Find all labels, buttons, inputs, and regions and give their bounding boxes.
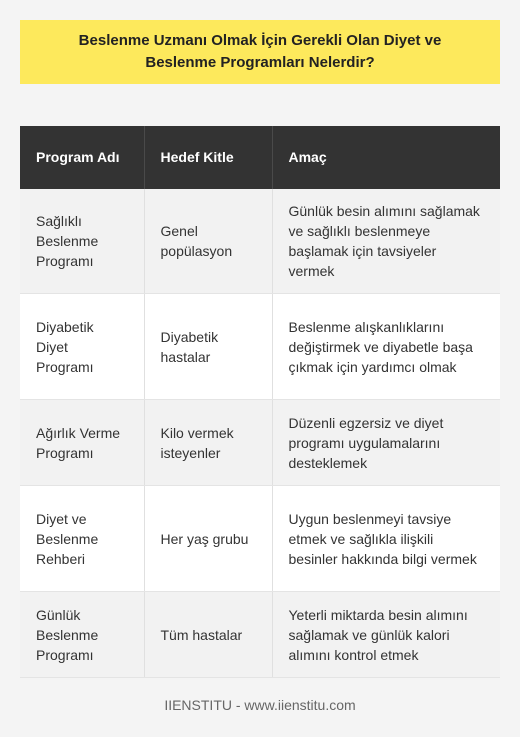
cell-program: Ağırlık Verme Programı [20,400,144,486]
table-row [20,486,500,592]
cell-audience: Tüm hastalar [144,592,272,678]
footer-credit: IIENSTITU - www.iienstitu.com [164,697,356,713]
column-header-program: Program Adı [20,126,144,189]
cell-audience: Diyabetik hastalar [144,294,272,400]
cell-purpose: Yeterli miktarda besin alımını sağlamak ve günlük kalori alımını kontrol etmek [272,592,500,678]
column-header-audience: Hedef Kitle [144,126,272,189]
table-row [20,189,500,294]
cell-program: Sağlıklı Beslenme Programı [20,189,144,294]
column-header-purpose: Amaç [272,126,500,189]
cell-purpose: Uygun beslenmeyi tavsiye etmek ve sağlıkla ilişkili besinler hakkında bilgi vermek [272,486,500,592]
cell-program: Diyet ve Beslenme Rehberi [20,486,144,592]
page-title: Beslenme Uzmanı Olmak İçin Gerekli Olan Diyet ve Beslenme Programları Nelerdir? [78,32,442,71]
cell-purpose: Düzenli egzersiz ve diyet programı uygulamalarını desteklemek [272,400,500,486]
cell-purpose: Günlük besin alımını sağlamak ve sağlıklı beslenmeye başlamak için tavsiyeler vermek [272,189,500,294]
cell-program: Günlük Beslenme Programı [20,592,144,678]
table-row [20,294,500,400]
cell-audience: Her yaş grubu [144,486,272,592]
cell-program: Diyabetik Diyet Programı [20,294,144,400]
cell-purpose: Beslenme alışkanlıklarını değiştirmek ve diyabetle başa çıkmak için yardımcı olmak [272,294,500,400]
title-banner [20,20,500,84]
table-header-row [20,126,500,189]
table-row [20,592,500,678]
cell-audience: Genel popülasyon [144,189,272,294]
table-row [20,400,500,486]
programs-table [20,126,500,678]
cell-audience: Kilo vermek isteyenler [144,400,272,486]
